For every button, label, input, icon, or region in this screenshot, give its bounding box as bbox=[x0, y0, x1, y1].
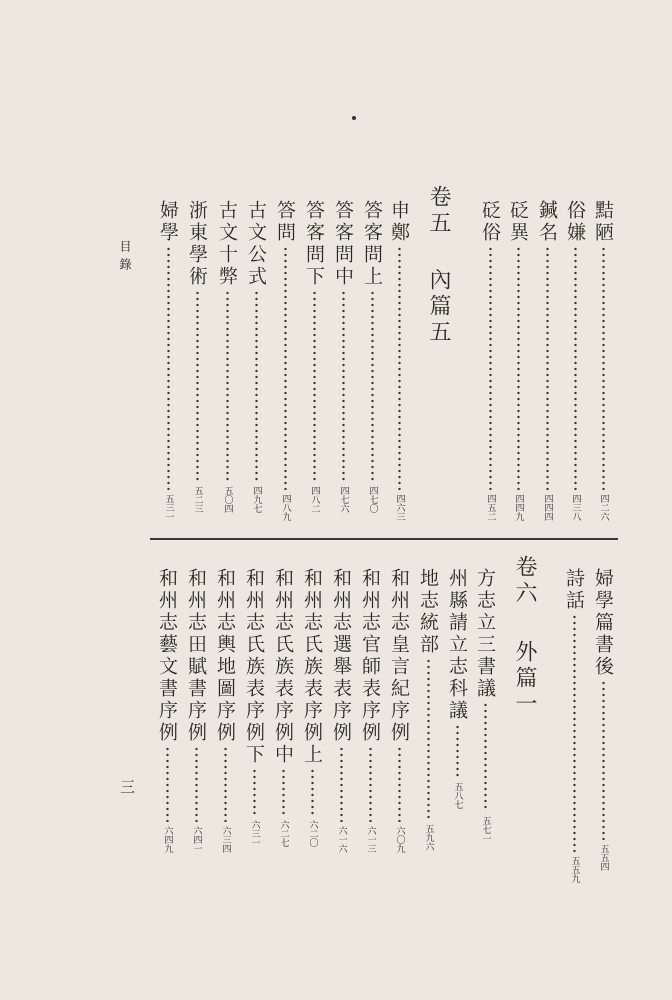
entry-title: 和州志氏族表序例下 bbox=[243, 568, 265, 766]
entry-page: 五二三 bbox=[192, 486, 203, 513]
dot-leader bbox=[195, 746, 198, 822]
toc-entry bbox=[153, 200, 183, 521]
toc-entry bbox=[357, 200, 387, 513]
entry-title: 和州志氏族表序例中 bbox=[272, 568, 294, 766]
toc-entry bbox=[384, 568, 414, 853]
toc-entry bbox=[212, 200, 242, 513]
dot-leader bbox=[398, 746, 401, 822]
dot-leader bbox=[226, 290, 229, 482]
chapter-heading bbox=[510, 555, 540, 607]
toc-entry bbox=[326, 568, 356, 853]
entry-title: 和州志官師表序例 bbox=[359, 568, 381, 744]
toc-entry bbox=[182, 200, 212, 513]
entry-page: 四五二 bbox=[485, 494, 496, 521]
entry-title: 砭異 bbox=[507, 200, 529, 244]
toc-entry bbox=[268, 568, 298, 847]
entry-page: 五五四 bbox=[598, 844, 609, 871]
entry-page: 四八九 bbox=[280, 494, 291, 521]
entry-page: 五〇四 bbox=[222, 486, 233, 513]
section-title: 外篇一 bbox=[512, 640, 537, 718]
entry-page: 四七〇 bbox=[367, 486, 378, 513]
entry-title: 答客問中 bbox=[332, 200, 354, 288]
section-title: 內篇五 bbox=[426, 268, 451, 346]
page-number: 三 bbox=[120, 778, 136, 796]
dot-leader bbox=[573, 614, 576, 852]
section-divider bbox=[150, 538, 618, 540]
dot-leader bbox=[371, 290, 374, 482]
toc-entry bbox=[355, 568, 385, 853]
entry-title: 黠陋 bbox=[592, 200, 614, 244]
print-dot bbox=[352, 116, 356, 120]
entry-title: 答問 bbox=[274, 200, 296, 244]
entry-page: 四二六 bbox=[598, 494, 609, 521]
entry-page: 四七六 bbox=[338, 486, 349, 513]
chapter-heading bbox=[510, 640, 540, 718]
toc-entry bbox=[299, 200, 329, 513]
dot-leader bbox=[313, 290, 316, 482]
entry-page: 六三四 bbox=[220, 826, 231, 853]
entry-page: 五七一 bbox=[480, 816, 491, 843]
toc-entry bbox=[241, 200, 271, 513]
toc-entry bbox=[588, 568, 618, 871]
dot-leader bbox=[484, 702, 487, 812]
entry-title: 申鄭 bbox=[388, 200, 410, 244]
toc-entry bbox=[559, 568, 589, 883]
toc-entry bbox=[470, 568, 500, 843]
running-header: 目錄 bbox=[118, 240, 132, 276]
dot-leader bbox=[398, 246, 401, 490]
chapter-heading bbox=[424, 268, 454, 346]
entry-page: 五五九 bbox=[569, 856, 580, 883]
dot-leader bbox=[311, 768, 314, 816]
toc-entry bbox=[475, 200, 505, 521]
dot-leader bbox=[253, 768, 256, 816]
chapter-heading bbox=[424, 185, 454, 237]
dot-leader bbox=[167, 246, 170, 490]
entry-page: 四三八 bbox=[570, 494, 581, 521]
toc-entry bbox=[239, 568, 269, 847]
entry-title: 婦學篇書後 bbox=[592, 568, 614, 678]
entry-page: 六一三 bbox=[365, 826, 376, 853]
entry-page: 六四一 bbox=[191, 826, 202, 853]
dot-leader bbox=[456, 724, 459, 778]
dot-leader bbox=[546, 246, 549, 490]
toc-entry bbox=[384, 200, 414, 521]
toc-entry bbox=[328, 200, 358, 513]
entry-title: 方志立三書議 bbox=[474, 568, 496, 700]
entry-title: 鍼名 bbox=[536, 200, 558, 244]
entry-page: 六二七 bbox=[278, 820, 289, 847]
dot-leader bbox=[342, 290, 345, 482]
entry-page: 六一六 bbox=[336, 826, 347, 853]
toc-entry bbox=[442, 568, 472, 809]
entry-title: 答客問下 bbox=[303, 200, 325, 288]
entry-page: 四四九 bbox=[513, 494, 524, 521]
dot-leader bbox=[489, 246, 492, 490]
dot-leader bbox=[602, 246, 605, 490]
entry-title: 砭俗 bbox=[479, 200, 501, 244]
dot-leader bbox=[255, 290, 258, 482]
entry-title: 和州志田賦書序例 bbox=[185, 568, 207, 744]
entry-page: 四四四 bbox=[542, 494, 553, 521]
dot-leader bbox=[602, 680, 605, 840]
dot-leader bbox=[340, 746, 343, 822]
toc-entry bbox=[413, 568, 443, 851]
dot-leader bbox=[284, 246, 287, 490]
dot-leader bbox=[282, 768, 285, 816]
toc-entry bbox=[210, 568, 240, 853]
toc-entry bbox=[560, 200, 590, 521]
entry-title: 和州志輿地圖序例 bbox=[214, 568, 236, 744]
entry-page: 六三一 bbox=[249, 820, 260, 847]
entry-page: 六〇九 bbox=[394, 826, 405, 853]
entry-title: 州縣請立志科議 bbox=[446, 568, 468, 722]
dot-leader bbox=[196, 290, 199, 482]
dot-leader bbox=[369, 746, 372, 822]
entry-title: 詩話 bbox=[563, 568, 585, 612]
entry-page: 四六三 bbox=[394, 494, 405, 521]
entry-title: 答客問上 bbox=[361, 200, 383, 288]
volume-title: 卷五 bbox=[426, 185, 451, 237]
entry-page: 五八七 bbox=[452, 782, 463, 809]
toc-entry bbox=[270, 200, 300, 521]
toc-entry bbox=[503, 200, 533, 521]
entry-page: 五九六 bbox=[423, 824, 434, 851]
toc-entry bbox=[588, 200, 618, 521]
entry-title: 古文十弊 bbox=[216, 200, 238, 288]
toc-entry bbox=[532, 200, 562, 521]
entry-title: 和州志選舉表序例 bbox=[330, 568, 352, 744]
entry-title: 和州志氏族表序例上 bbox=[301, 568, 323, 766]
dot-leader bbox=[427, 658, 430, 820]
entry-page: 五三一 bbox=[163, 494, 174, 521]
toc-entry bbox=[152, 568, 182, 853]
entry-title: 和州志皇言紀序例 bbox=[388, 568, 410, 744]
toc-entry bbox=[181, 568, 211, 853]
entry-page: 六二〇 bbox=[307, 820, 318, 847]
entry-title: 古文公式 bbox=[245, 200, 267, 288]
dot-leader bbox=[166, 746, 169, 822]
dot-leader bbox=[517, 246, 520, 490]
dot-leader bbox=[224, 746, 227, 822]
volume-title: 卷六 bbox=[512, 555, 537, 607]
entry-title: 婦學 bbox=[157, 200, 179, 244]
entry-title: 浙東學術 bbox=[186, 200, 208, 288]
entry-title: 俗嫌 bbox=[564, 200, 586, 244]
toc-entry bbox=[297, 568, 327, 847]
dot-leader bbox=[574, 246, 577, 490]
entry-page: 四八二 bbox=[309, 486, 320, 513]
entry-title: 地志統部 bbox=[417, 568, 439, 656]
entry-page: 四九七 bbox=[251, 486, 262, 513]
entry-page: 六四九 bbox=[162, 826, 173, 853]
entry-title: 和州志藝文書序例 bbox=[156, 568, 178, 744]
